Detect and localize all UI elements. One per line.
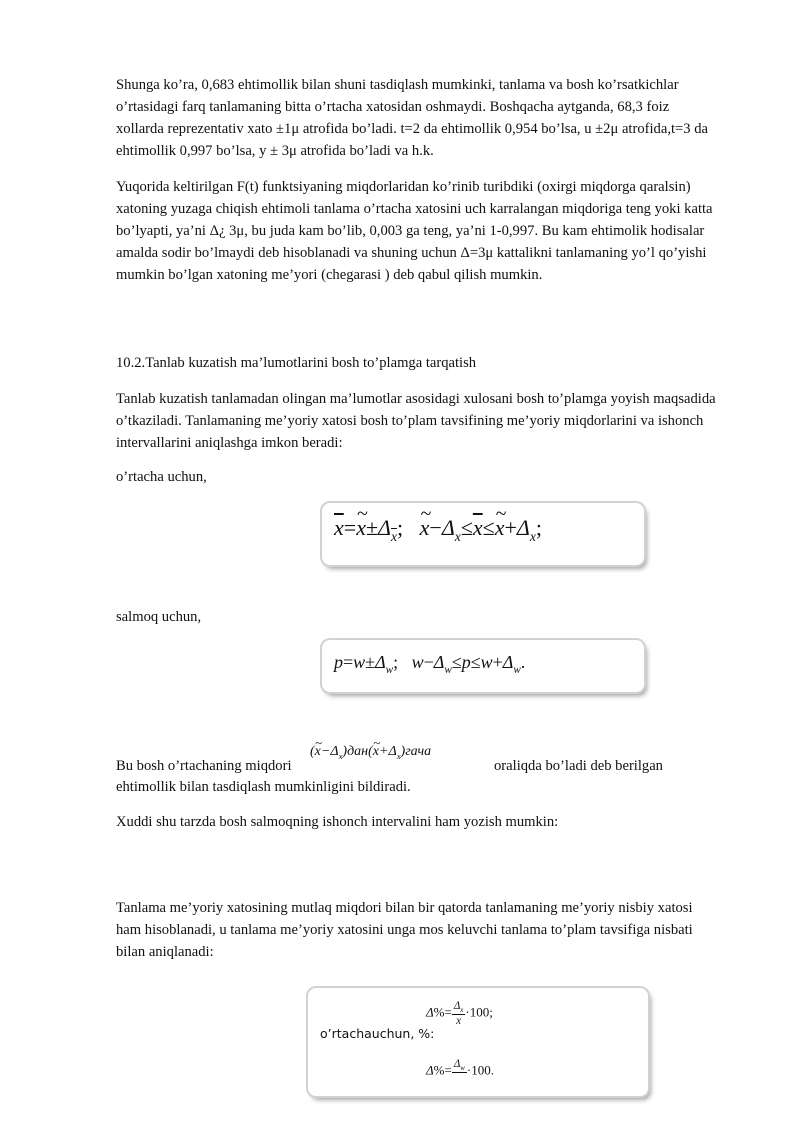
section-heading: 10.2.Tanlab kuzatish ma’lumotlarini bosh to’plamga tarqatish bbox=[116, 355, 477, 371]
paragraph-share-interval: Xuddi shu tarzda bosh salmoqning ishonch intervalini ham yozish mumkin: bbox=[116, 814, 559, 830]
label-share: salmoq uchun, bbox=[116, 609, 202, 625]
formula-box-mean bbox=[322, 503, 644, 565]
paragraph-mean-start: Bu bosh o’rtachaning miqdori bbox=[116, 758, 292, 774]
formula-share-interval: $p=w\pm\Delta_w$; $w-\Delta_w\le p\le w+\Delta_w$. bbox=[334, 652, 526, 677]
paragraph-mean-end: oraliqda bo’ladi deb berilgan bbox=[494, 758, 663, 774]
paragraph-error-limit: Yuqorida keltirilgan F(t) funktsiyaning miqdorlaridan ko’rinib turibdiki (oxirgi miqdorga qaralsin) xatoning yuzaga chiqish ehtimoli tanlama o’rtacha xatosini uch karralangan miqdoriga teng yoki katta bo’lyapti, ya’ni Δ¿ 3μ, bu juda kam bo’lib, 0,003 ga teng, ya’ni 1-0,997. Bu kam ehtimolik hodisalar amalda sodir bo’lmaydi deb hisoblanadi va shuning uchun Δ=3μ kattalikni tanlamaning yo’l qo’yishi mumkin bo’lgan xatoning me’yori (chegarasi ) deb qabul qilish mumkin. bbox=[116, 179, 713, 283]
paragraph-confidence: Shunga ko’ra, 0,683 ehtimollik bilan shuni tasdiqlash mumkinki, tanlama va bosh ko’rsatkichlar o’rtasidagi farq tanlamaning bitta o’rtacha xatosidan oshmaydi. Boshqacha aytganda, 68,3 foiz xollarda reprezentativ xato ±1μ atrofida bo’ladi. t=2 da ehtimollik 0,954 bo’lsa, u ±2μ atrofida,t=3 da ehtimollik 0,997 bo’lsa, y ± 3μ atrofida bo’ladi va h.k. bbox=[116, 77, 708, 159]
paragraph-relative-error: Tanlama me’yoriy xatosining mutlaq miqdori bilan bir qatorda tanlamaning me’yoriy nisbiy xatosi ham hisoblanadi, u tanlama me’yoriy xatosini unga mos keluvchi tanlama to’plam tavsifiga nisbati bilan aniqlanadi: bbox=[116, 900, 693, 960]
label-mean: o’rtacha uchun, bbox=[116, 469, 207, 485]
formula-relative-share: Δ%= $\Delta_w$ ·100. bbox=[426, 1058, 494, 1078]
inline-interval-formula: (~ $x-\Delta_x)дан(\sim$ $x+\Delta_x)гача$ bbox=[310, 744, 431, 761]
paragraph-intro: Tanlab kuzatish tanlamadan olingan ma’lumotlar asosidagi xulosani bosh to’plamga yoyish maqsadida o’tkaziladi. Tanlamaning me’yoriy xatosi bosh to’plam tavsifining me’yoriy miqdorlarini va ishonch intervallarini aniqlashga imkon beradi: bbox=[116, 391, 716, 451]
paragraph-mean-line2: ehtimollik bilan tasdiqlash mumkinligini bildiradi. bbox=[116, 779, 411, 795]
label-mean-percent: o’rtachauchun, %: bbox=[320, 1026, 435, 1041]
formula-box-share bbox=[322, 640, 644, 692]
formula-relative-mean: Δ%= $\frac{\Delta_x}{x}$ ·100; bbox=[426, 1000, 493, 1028]
formula-box-relative bbox=[308, 988, 648, 1096]
formula-mean-interval: $\overline{x}=\sim$ $x\pm\Delta_{\overline{x}}$; ~ $x-\Delta_x\le\overline{x}\le\sim$ $x+\Delta_x$; bbox=[334, 515, 542, 545]
